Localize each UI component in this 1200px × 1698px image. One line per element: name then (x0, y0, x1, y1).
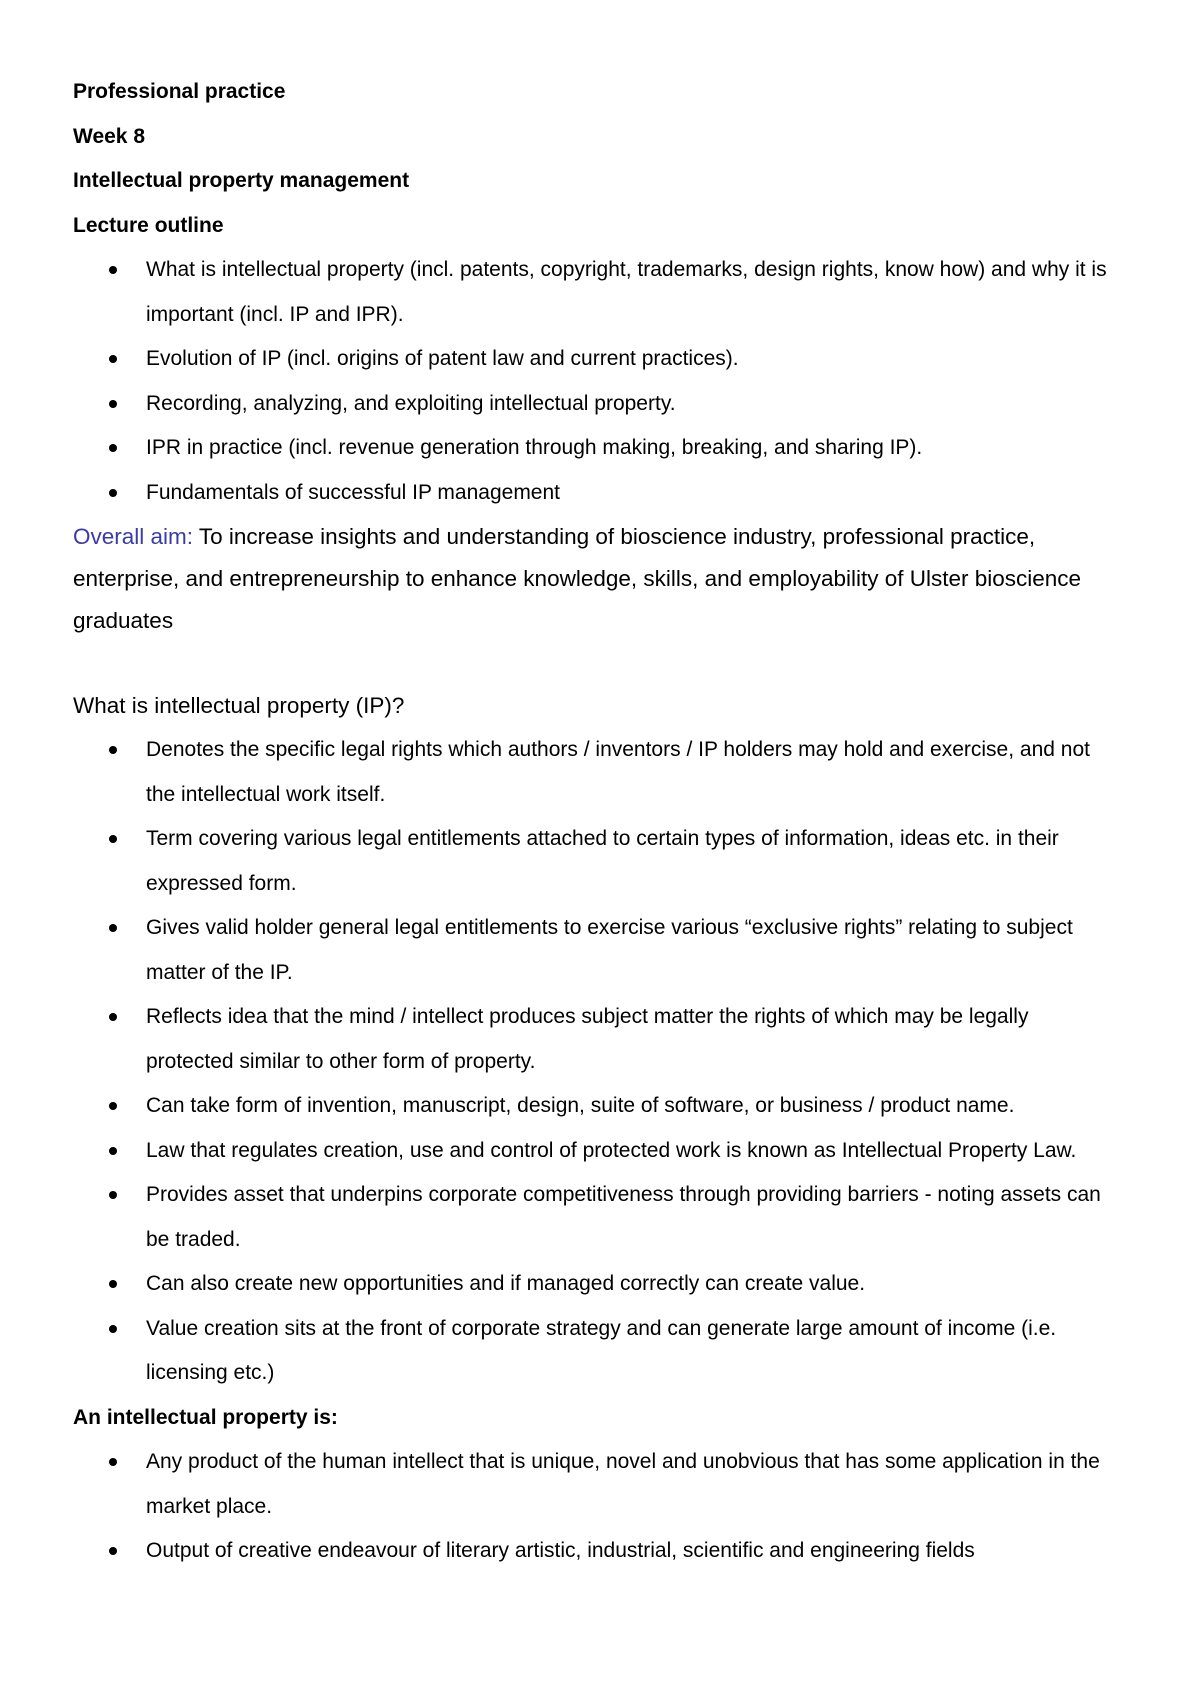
bullet-icon (109, 1013, 117, 1021)
list-item: Evolution of IP (incl. origins of patent law and current practices). (73, 337, 1140, 382)
course-title: Professional practice (73, 80, 286, 103)
bullet-icon (109, 746, 117, 754)
bullet-icon (109, 400, 117, 408)
list-item: Reflects idea that the mind / intellect produces subject matter the rights of which may be legally protected similar to other form of property. (73, 995, 1140, 1084)
bullet-icon (109, 1547, 117, 1555)
list-item: What is intellectual property (incl. patents, copyright, trademarks, design rights, know how) and why it is important (incl. IP and IPR). (73, 248, 1140, 337)
list-item: Value creation sits at the front of corporate strategy and can generate large amount of income (i.e. licensing etc.) (73, 1307, 1140, 1396)
bullet-icon (109, 444, 117, 452)
what-is-ip-heading: What is intellectual property (IP)? (73, 693, 405, 718)
list-item: Any product of the human intellect that is unique, novel and unobvious that has some application in the market place. (73, 1440, 1140, 1529)
list-item: Can take form of invention, manuscript, design, suite of software, or business / product name. (73, 1084, 1140, 1129)
list-item: Term covering various legal entitlements attached to certain types of information, ideas etc. in their expressed form. (73, 817, 1140, 906)
week-label: Week 8 (73, 124, 145, 148)
bullet-icon (109, 355, 117, 363)
topic-title: Intellectual property management (73, 169, 410, 192)
overall-aim-label: Overall aim: (73, 524, 194, 549)
bullet-icon (109, 1147, 117, 1155)
bullet-icon (109, 1458, 117, 1466)
overall-aim-text: To increase insights and understanding of bioscience industry, professional practice, enterprise, and entrepreneurship to enhance knowledge, skills, and employability of Ulster bioscience graduates (73, 524, 1082, 633)
list-item: Fundamentals of successful IP management (73, 471, 1140, 516)
bullet-icon (109, 924, 117, 932)
bullet-icon (109, 1191, 117, 1199)
list-item: Denotes the specific legal rights which authors / inventors / IP holders may hold and exercise, and not the intellectual work itself. (73, 728, 1140, 817)
bullet-icon (109, 266, 117, 274)
list-item: Provides asset that underpins corporate competitiveness through providing barriers - noting assets can be traded. (73, 1173, 1140, 1262)
bullet-icon (109, 489, 117, 497)
bullet-icon (109, 1280, 117, 1288)
outline-heading: Lecture outline (73, 213, 224, 237)
overall-aim (73, 516, 1140, 642)
bullet-icon (109, 835, 117, 843)
ip-definition-heading: An intellectual property is: (73, 1405, 338, 1429)
list-item: IPR in practice (incl. revenue generation through making, breaking, and sharing IP). (73, 426, 1140, 471)
lecture-outline-list (73, 248, 1140, 515)
bullet-icon (109, 1325, 117, 1333)
ip-definition-list (73, 1440, 1140, 1574)
list-item: Recording, analyzing, and exploiting intellectual property. (73, 382, 1140, 427)
what-is-ip-list (73, 728, 1140, 1396)
list-item: Output of creative endeavour of literary artistic, industrial, scientific and engineering fields (73, 1529, 1140, 1574)
list-item: Gives valid holder general legal entitlements to exercise various “exclusive rights” relating to subject matter of the IP. (73, 906, 1140, 995)
list-item: Can also create new opportunities and if managed correctly can create value. (73, 1262, 1140, 1307)
bullet-icon (109, 1102, 117, 1110)
list-item: Law that regulates creation, use and control of protected work is known as Intellectual Property Law. (73, 1129, 1140, 1174)
